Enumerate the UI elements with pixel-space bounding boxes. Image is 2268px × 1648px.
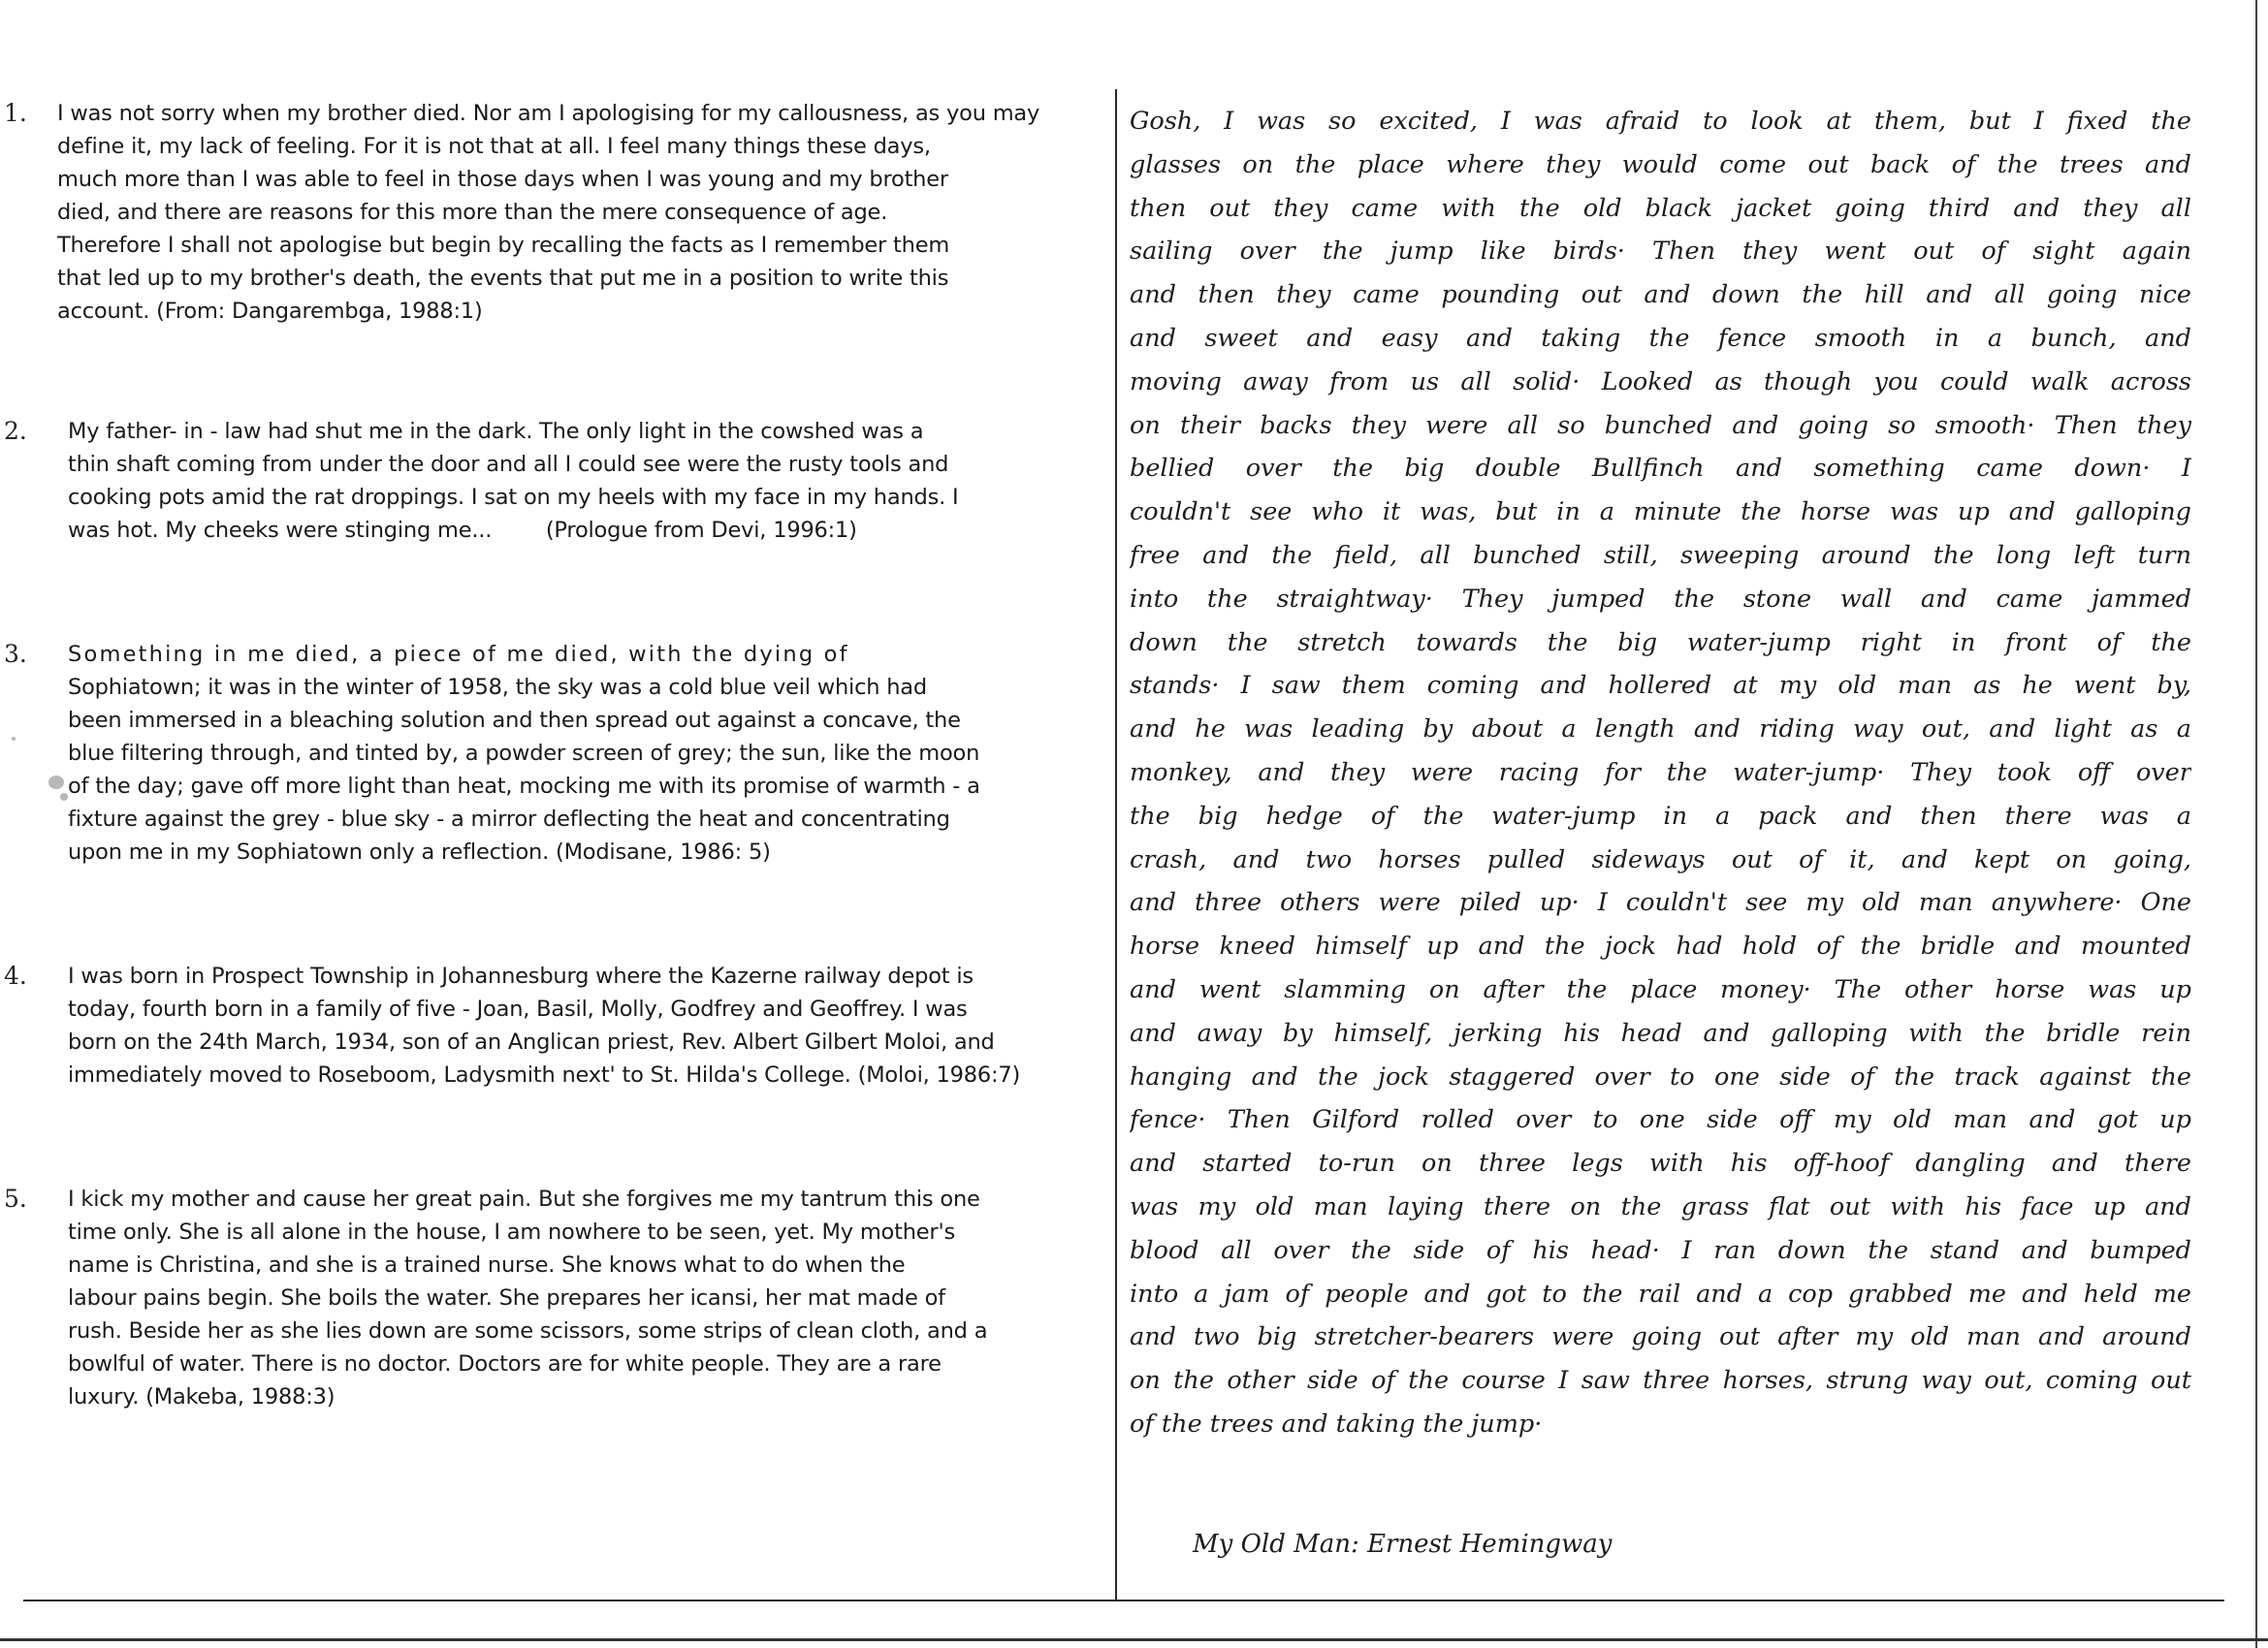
column-divider bbox=[1115, 89, 1117, 1601]
text-line: born on the 24th March, 1934, son of an Anglican priest, Rev. Albert Gilbert Moloi, and bbox=[68, 1030, 995, 1055]
text-line: labour pains begin. She boils the water. She prepares her icansi, her mat made of bbox=[68, 1285, 945, 1311]
scan-speck bbox=[12, 737, 16, 741]
handwritten-line: and away by himself, jerking his head and galloping with the bridle rein bbox=[1130, 1018, 2191, 1048]
text-line: Therefore I shall not apologise but begin by recalling the facts as I remember them bbox=[57, 233, 950, 258]
text-line: Sophiatown; it was in the winter of 1958, the sky was a cold blue veil which had bbox=[68, 675, 927, 700]
text-line: cooking pots amid the rat droppings. I sat on my heels with my face in my hands. I bbox=[68, 485, 959, 510]
passage-text bbox=[57, 97, 1100, 328]
text-line: account. (From: Dangarembga, 1988:1) bbox=[57, 299, 483, 324]
handwritten-line: sailing over the jump like birds· Then they went out of sight again bbox=[1130, 237, 2191, 267]
page-bottom-edge bbox=[0, 1638, 2268, 1641]
handwritten-line: then out they came with the old black jacket going third and they all bbox=[1130, 193, 2191, 223]
text-line: of the day; gave off more light than heat, mocking me with its promise of warmth - a bbox=[68, 774, 980, 799]
handwritten-line: into the straightway· They jumped the stone wall and came jammed bbox=[1130, 584, 2191, 614]
text-line: I kick my mother and cause her great pain. But she forgives me my tantrum this one bbox=[68, 1187, 980, 1212]
text-line: fixture against the grey - blue sky - a mirror deflecting the heat and concentrating bbox=[68, 807, 950, 832]
handwritten-line: hanging and the jock staggered over to one side of the track against the bbox=[1130, 1062, 2191, 1092]
handwritten-line: into a jam of people and got to the rail and a cop grabbed me and held me bbox=[1130, 1279, 2191, 1309]
text-line: My father- in - law had shut me in the dark. The only light in the cowshed was a bbox=[68, 419, 924, 444]
passage-text bbox=[68, 960, 1101, 1092]
handwritten-line: free and the field, all bunched still, sweeping around the long left turn bbox=[1130, 540, 2191, 570]
handwritten-line: and he was leading by about a length and riding way out, and light as a bbox=[1130, 714, 2191, 745]
handwritten-line: and went slamming on after the place money· The other horse was up bbox=[1130, 974, 2191, 1004]
handwritten-line: the big hedge of the water-jump in a pack and then there was a bbox=[1130, 801, 2191, 831]
text-line: time only. She is all alone in the house, I am nowhere to be seen, yet. My mother's bbox=[68, 1220, 955, 1245]
handwritten-line: moving away from us all solid· Looked as though you could walk across bbox=[1130, 366, 2191, 396]
handwritten-line: of the trees and taking the jump· bbox=[1130, 1409, 1543, 1439]
handwritten-line: was my old man laying there on the grass flat out with his face up and bbox=[1130, 1191, 2191, 1221]
text-line: immediately moved to Roseboom, Ladysmith next' to St. Hilda's College. (Moloi, 1986:7) bbox=[68, 1062, 1021, 1088]
handwritten-line: crash, and two horses pulled sideways out of it, and kept on going, bbox=[1130, 844, 2191, 874]
passage-text bbox=[68, 415, 1101, 547]
text-line: name is Christina, and she is a trained nurse. She knows what to do when the bbox=[68, 1252, 906, 1278]
text-line: upon me in my Sophiatown only a reflection. (Modisane, 1986: 5) bbox=[68, 840, 771, 865]
text-line: was hot. My cheeks were stinging me... (Prologue from Devi, 1996:1) bbox=[68, 518, 857, 543]
text-line: Something in me died, a piece of me died, with the dying of bbox=[68, 642, 849, 667]
text-line: died, and there are reasons for this more than the mere consequence of age. bbox=[57, 200, 888, 225]
handwritten-line: glasses on the place where they would come out back of the trees and bbox=[1130, 149, 2191, 179]
text-line: define it, my lack of feeling. For it is not that at all. I feel many things these days, bbox=[57, 134, 931, 159]
passage-number: 2. bbox=[4, 417, 27, 445]
handwritten-line: Gosh, I was so excited, I was afraid to look at them, but I fixed the bbox=[1130, 107, 2191, 136]
passage-number: 5. bbox=[4, 1185, 27, 1213]
passage-text bbox=[68, 1183, 1101, 1413]
handwritten-line: horse kneed himself up and the jock had hold of the bridle and mounted bbox=[1130, 932, 2191, 962]
text-line: bowlful of water. There is no doctor. Doctors are for white people. They are a rare bbox=[68, 1351, 942, 1377]
scan-speck bbox=[60, 793, 68, 801]
text-line: that led up to my brother's death, the events that put me in a position to write this bbox=[57, 266, 949, 291]
scan-speck bbox=[48, 776, 64, 789]
handwritten-line: couldn't see who it was, but in a minute the horse was up and galloping bbox=[1130, 497, 2191, 527]
right-column bbox=[1130, 100, 2191, 1446]
handwritten-line: monkey, and they were racing for the water-jump· They took off over bbox=[1130, 757, 2191, 787]
text-line: been immersed in a bleaching solution and then spread out against a concave, the bbox=[68, 708, 961, 733]
text-line: today, fourth born in a family of five - Joan, Basil, Molly, Godfrey and Geoffrey. I was bbox=[68, 997, 968, 1022]
handwritten-line: on the other side of the course I saw three horses, strung way out, coming out bbox=[1130, 1366, 2191, 1396]
page-right-edge bbox=[2255, 0, 2257, 1648]
bottom-rule bbox=[23, 1600, 2224, 1601]
handwritten-line: bellied over the big double Bullfinch and something came down· I bbox=[1130, 454, 2191, 484]
handwritten-line: fence· Then Gilford rolled over to one side off my old man and got up bbox=[1130, 1105, 2191, 1135]
passage-text bbox=[68, 638, 1101, 869]
attribution: My Old Man: Ernest Hemingway bbox=[1193, 1530, 1613, 1559]
text-line: luxury. (Makeba, 1988:3) bbox=[68, 1384, 335, 1410]
passage-number: 4. bbox=[4, 962, 27, 990]
text-line: I was born in Prospect Township in Johannesburg where the Kazerne railway depot is bbox=[68, 964, 974, 989]
text-line: much more than I was able to feel in those days when I was young and my brother bbox=[57, 167, 948, 192]
handwritten-line: blood all over the side of his head· I ran down the stand and bumped bbox=[1130, 1235, 2191, 1265]
passage-number: 3. bbox=[4, 640, 27, 668]
text-line: thin shaft coming from under the door and all I could see were the rusty tools and bbox=[68, 452, 949, 477]
text-line: rush. Beside her as she lies down are some scissors, some strips of clean cloth, and a bbox=[68, 1318, 988, 1344]
handwritten-line: and started to-run on three legs with his off-hoof dangling and there bbox=[1130, 1149, 2191, 1179]
handwritten-line: and sweet and easy and taking the fence smooth in a bunch, and bbox=[1130, 323, 2191, 353]
passage-number: 1. bbox=[4, 99, 27, 127]
handwritten-line: and two big stretcher-bearers were going out after my old man and around bbox=[1130, 1322, 2191, 1352]
text-line: blue filtering through, and tinted by, a powder screen of grey; the sun, like the moon bbox=[68, 741, 980, 766]
handwritten-line: down the stretch towards the big water-jump right in front of the bbox=[1130, 627, 2191, 657]
text-line: I was not sorry when my brother died. Nor am I apologising for my callousness, as you may bbox=[57, 101, 1040, 126]
handwritten-line: and then they came pounding out and down the hill and all going nice bbox=[1130, 280, 2191, 310]
handwritten-line: on their backs they were all so bunched and going so smooth· Then they bbox=[1130, 410, 2191, 440]
handwritten-line: stands· I saw them coming and hollered at my old man as he went by, bbox=[1130, 671, 2191, 701]
handwritten-line: and three others were piled up· I couldn't see my old man anywhere· One bbox=[1130, 888, 2191, 918]
